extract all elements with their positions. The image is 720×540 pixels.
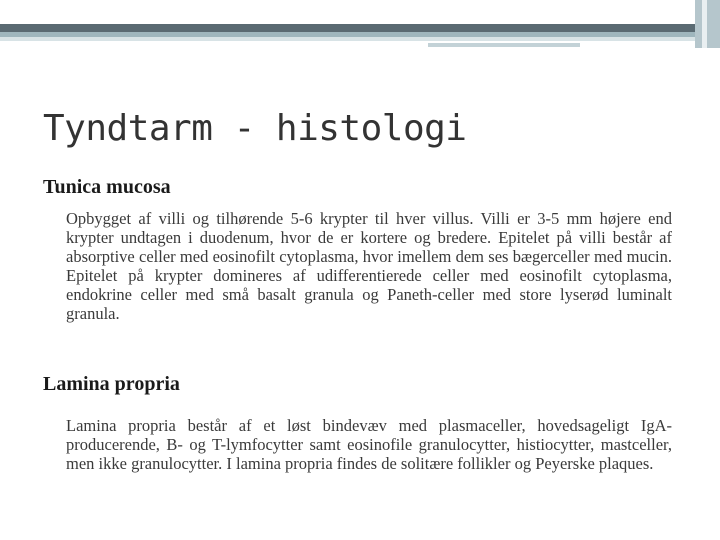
section-text-tunica-mucosa: Opbygget af villi og tilhørende 5-6 krypter til hver villus. Villi er 3-5 mm højere end krypter undtagen i duodenum, hvor de er kortere og bredere. Epitelet på villi består af absorptive celler med eosinofilt cytoplasma, hvor imellem dem ses bægerceller med mucin. Epitelet på krypter domineres af udifferentierede celler med eosinofilt cytoplasma, endokrine celler med små basalt granula og Paneth-celler med store lyserød luminalt granula. bbox=[66, 209, 672, 323]
slide-title: Tyndtarm - histologi bbox=[43, 108, 467, 149]
section-text-lamina-propria: Lamina propria består af et løst bindevæv med plasmaceller, hovedsageligt IgA-producerende, B- og T-lymfocytter samt eosinofile granulocytter, histiocytter, mastceller, men ikke granulocytter. I lamina propria findes de solitære follikler og Peyerske plaques. bbox=[66, 416, 672, 473]
header-band-light bbox=[0, 37, 695, 41]
header-band-dark bbox=[0, 24, 695, 32]
top-margin bbox=[0, 0, 720, 24]
header-band-right-strip bbox=[702, 0, 707, 48]
header-band-accent bbox=[428, 43, 580, 47]
section-heading-tunica-mucosa: Tunica mucosa bbox=[43, 176, 171, 198]
header-band-right bbox=[695, 0, 720, 48]
section-heading-lamina-propria: Lamina propria bbox=[43, 373, 180, 395]
